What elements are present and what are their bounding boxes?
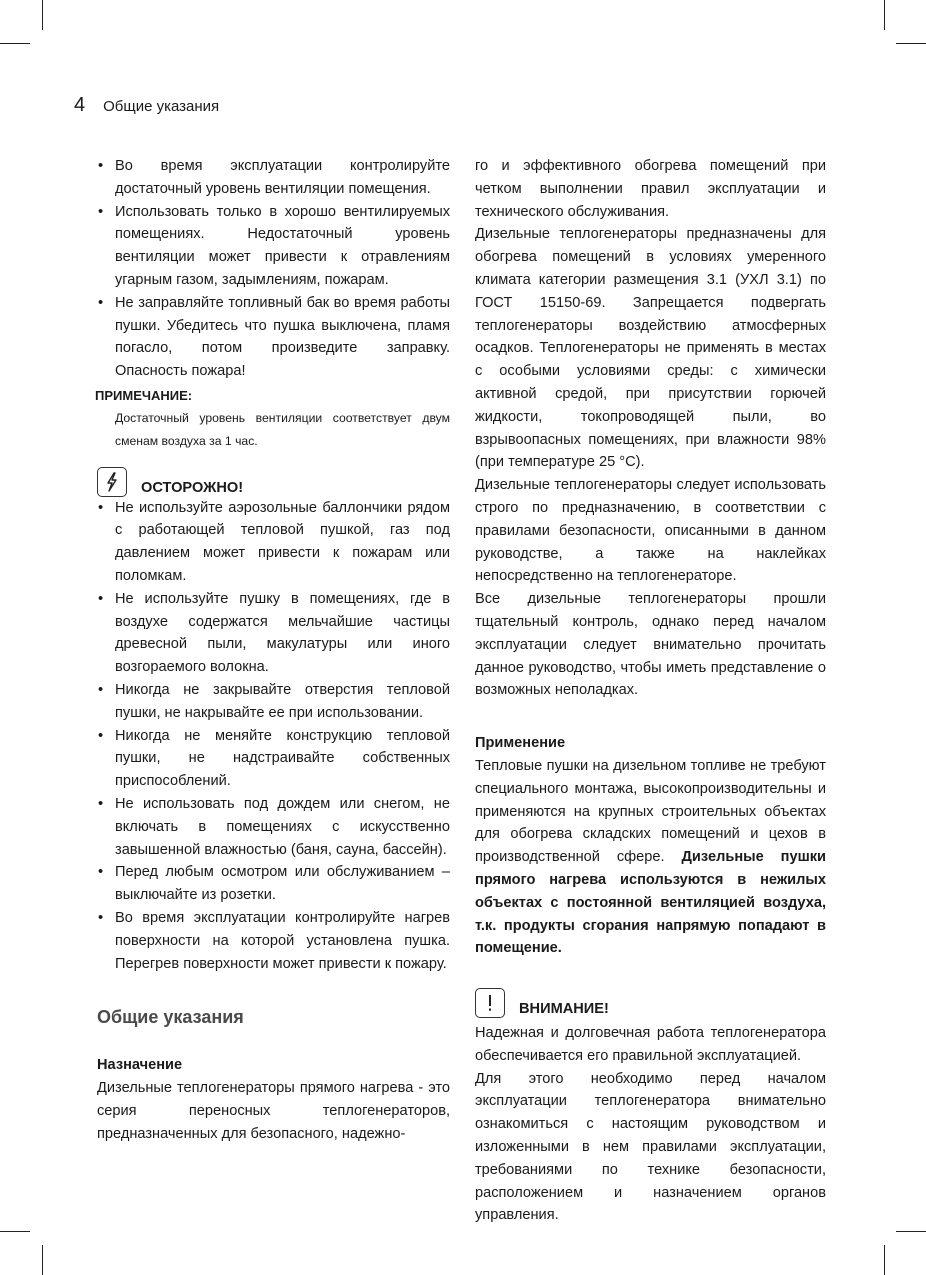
list-item: • Не используйте пушку в помещениях, где в воздухе содержатся мельчайшие частицы древесной пыли, макулатуры или иного возгораемого волокна. — [97, 588, 450, 679]
crop-mark — [884, 1245, 885, 1275]
list-item: • Не использовать под дождем или снегом, не включать в помещениях с искусственно завышенной влажностью (баня, сауна, бассейн). — [97, 793, 450, 861]
list-item: • Никогда не закрывайте отверстия тепловой пушки, не накрывайте ее при использовании. — [97, 679, 450, 725]
attention-heading — [475, 982, 826, 1018]
attention-title: ВНИМАНИЕ! — [519, 1001, 609, 1018]
exclamation-icon — [475, 988, 505, 1018]
crop-mark — [896, 1231, 926, 1232]
left-column — [97, 155, 450, 1145]
page-header — [74, 94, 219, 117]
note-text: Достаточный уровень вентиляции соответствует двум сменам воздуха за 1 час. — [115, 410, 450, 448]
crop-mark — [896, 43, 926, 44]
list-item: • Во время эксплуатации контролируйте достаточный уровень вентиляции помещения. — [97, 155, 450, 201]
list-item: • Никогда не меняйте конструкцию тепловой пушки, не надстраивайте собственных приспособлений. — [97, 725, 450, 793]
final-paragraph: Для этого необходимо перед началом эксплуатации теплогенератора внимательно ознакомиться с настоящим руководством и изложенными в нем правилами эксплуатации, требованиями по технике безопасности, расположением и назначением органов управления. — [475, 1070, 826, 1224]
list-item: • Не используйте аэрозольные баллончики рядом с работающей тепловой пушкой, газ под давлением может привести к пожарам или поломкам. — [97, 497, 450, 588]
crop-mark — [0, 43, 30, 44]
list-item: • Перед любым осмотром или обслуживанием – выключайте из розетки. — [97, 861, 450, 907]
application-heading: Применение — [475, 735, 566, 752]
purpose-continuation: го и эффективного обогрева помещений при четком выполнении правил эксплуатации и технического обслуживания. — [475, 158, 826, 220]
crop-mark — [42, 1245, 43, 1275]
list-item: • Использовать только в хорошо вентилируемых помещениях. Недостаточный уровень вентиляции может привести к отравлениям угарным газом, задымлениям, пожарам. — [97, 201, 450, 292]
note-label: ПРИМЕЧАНИЕ: — [95, 387, 193, 403]
inspection-paragraph: Все дизельные теплогенераторы прошли тщательный контроль, однако перед началом эксплуатации следует внимательно прочитать данное руководство, чтобы иметь представление о возможных неполадках. — [475, 591, 826, 699]
crop-mark — [42, 0, 43, 30]
caution-title: ОСТОРОЖНО! — [141, 479, 244, 496]
list-item: • Во время эксплуатации контролируйте нагрев поверхности на которой установлена пушка. Перегрев поверхности может привести к пожару. — [97, 907, 450, 975]
attention-paragraph: Надежная и долговечная работа теплогенератора обеспечивается его правильной эксплуатацией. — [475, 1025, 826, 1064]
safety-bullet-list — [97, 155, 450, 383]
usage-paragraph: Дизельные теплогенераторы следует использовать строго по предназначению, в соответствии с правилами безопасности, описанными в данном руководстве, а также на наклейках непосредственно на теплогенераторе. — [475, 477, 826, 585]
caution-heading — [97, 461, 450, 497]
crop-mark — [884, 0, 885, 30]
climate-paragraph: Дизельные теплогенераторы предназначены для обогрева помещений в условиях умеренного климата категории размещения 3.1 (УХЛ 3.1) по ГОСТ 15150-69. Запрещается подвергать теплогенераторы воздействию атмосферных осадков. Теплогенераторы не применять в местах с особыми условиями среды: с химически активной средой, при присутствии горючей жидкости, токопроводящей пыли, во взрывоопасных помещениях, при влажности 98% (при температуре 25 °C). — [475, 226, 826, 471]
caution-bullet-list — [97, 497, 450, 976]
application-text: Тепловые пушки на дизельном топливе не требуют специального монтажа, высокопроизводительны и применяются на крупных строительных объектах для обогрева складских помещений и цехов в производственной сфере. — [475, 757, 826, 866]
right-column — [475, 155, 826, 1227]
lightning-warning-icon — [97, 467, 127, 497]
application-bold-text: Дизельные пушки прямого нагрева используются в нежилых объектах с постоянной вентиляцией воздуха, т.к. продукты сгорания напрямую попадают в помещение. — [475, 849, 827, 957]
list-item: • Не заправляйте топливный бак во время работы пушки. Убедитесь что пушка выключена, пламя погасло, потом произведите заправку. Опасность пожара! — [97, 292, 450, 383]
section-title: Общие указания — [97, 1007, 244, 1028]
purpose-paragraph: Дизельные теплогенераторы прямого нагрева - это серия переносных теплогенераторов, предназначенных для безопасного, надежно- — [97, 1080, 450, 1142]
running-title: Общие указания — [103, 98, 220, 115]
purpose-heading: Назначение — [97, 1057, 183, 1074]
crop-mark — [0, 1231, 30, 1232]
application-paragraph — [475, 755, 826, 960]
page-number: 4 — [74, 94, 86, 116]
